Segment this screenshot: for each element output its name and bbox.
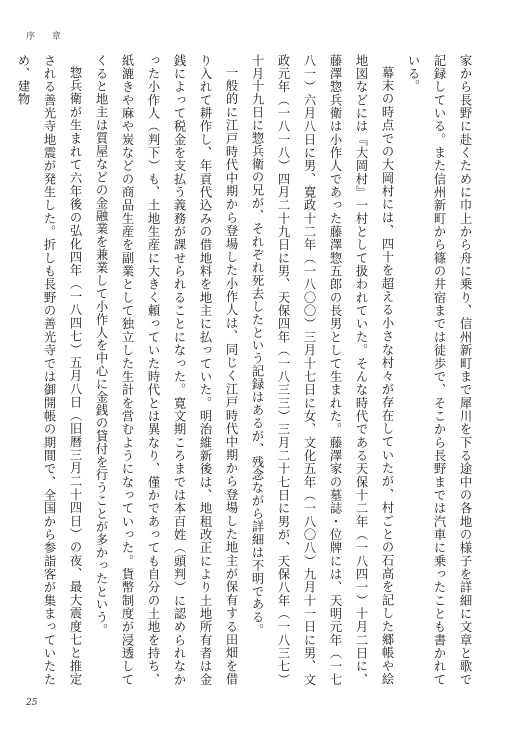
chapter-header: 序 章 [26, 32, 68, 42]
paragraph: 一般的に江戸時代中期から登場した小作人は、同じく江戸時代中期から登場した地主が保有する田畑を借り入れて耕作し、年貢代込みの借地料を地主に払っていた。明治維新後は、地租改正により土地所有者は金銭によって税金を支払う義務が課せられることになった。寛文期ころまでは本百姓（頭判）に認められなかった小作人（判下）も、土地生産に大きく頼っていた時代とは異なり、僅かであっても自分の土地を持ち、紙漉きや麻や炭などの商品生産を副業として独立した生計を営むようになっていった。貨幣制度が浸透してくると地主は質屋などの金融業を兼業して小作人を中心に金銭の貸付を行うことが多かったという。 [94, 54, 238, 686]
paragraph: 惣兵衛が生まれて六年後の弘化四年（一八四七）五月八日（旧暦三月二十四日）の夜、最大震度七と推定される善光寺地震が発生した。折しも長野の善光寺では御開帳の期間で、全国から参詣客が集まっていたため、建物 [16, 54, 82, 686]
paragraph: 家から長野に赴くために巾上から舟に乗り、信州新町まで犀川を下る途中の各地の様子を詳細に文章と歌で記録している。また信州新町から篠の井宿までは徒歩で、そこから長野までは汽車に乗ったことも書かれている。 [406, 54, 472, 686]
paragraph: 幕末の時点での大岡村には、四十を超える小さな村々が存在していたが、村ごとの石高を記した郷帳や絵地図などには『大岡村』一村として扱われていた。そんな時代である天保十二年（一八四一）十月二日に、藤澤惣兵衛は小作人であった藤澤惣五郎の長男として生まれた。藤澤家の墓誌・位牌には、天明元年（一七八一）六月八日に男、寛政十二年（一八〇〇）三月十七日に女、文化五年（一八〇八）九月十一日に男、文政元年（一八一八）四月二十九日に男、天保四年（一八三三）三月二十七日に男が、天保八年（一八三七）十月十九日に惣兵衛の兄が、それぞれ死去したという記録はあるが、残念ながら詳細は不明である。 [250, 54, 394, 686]
page-number: 25 [26, 698, 38, 708]
body-text [16, 54, 478, 686]
